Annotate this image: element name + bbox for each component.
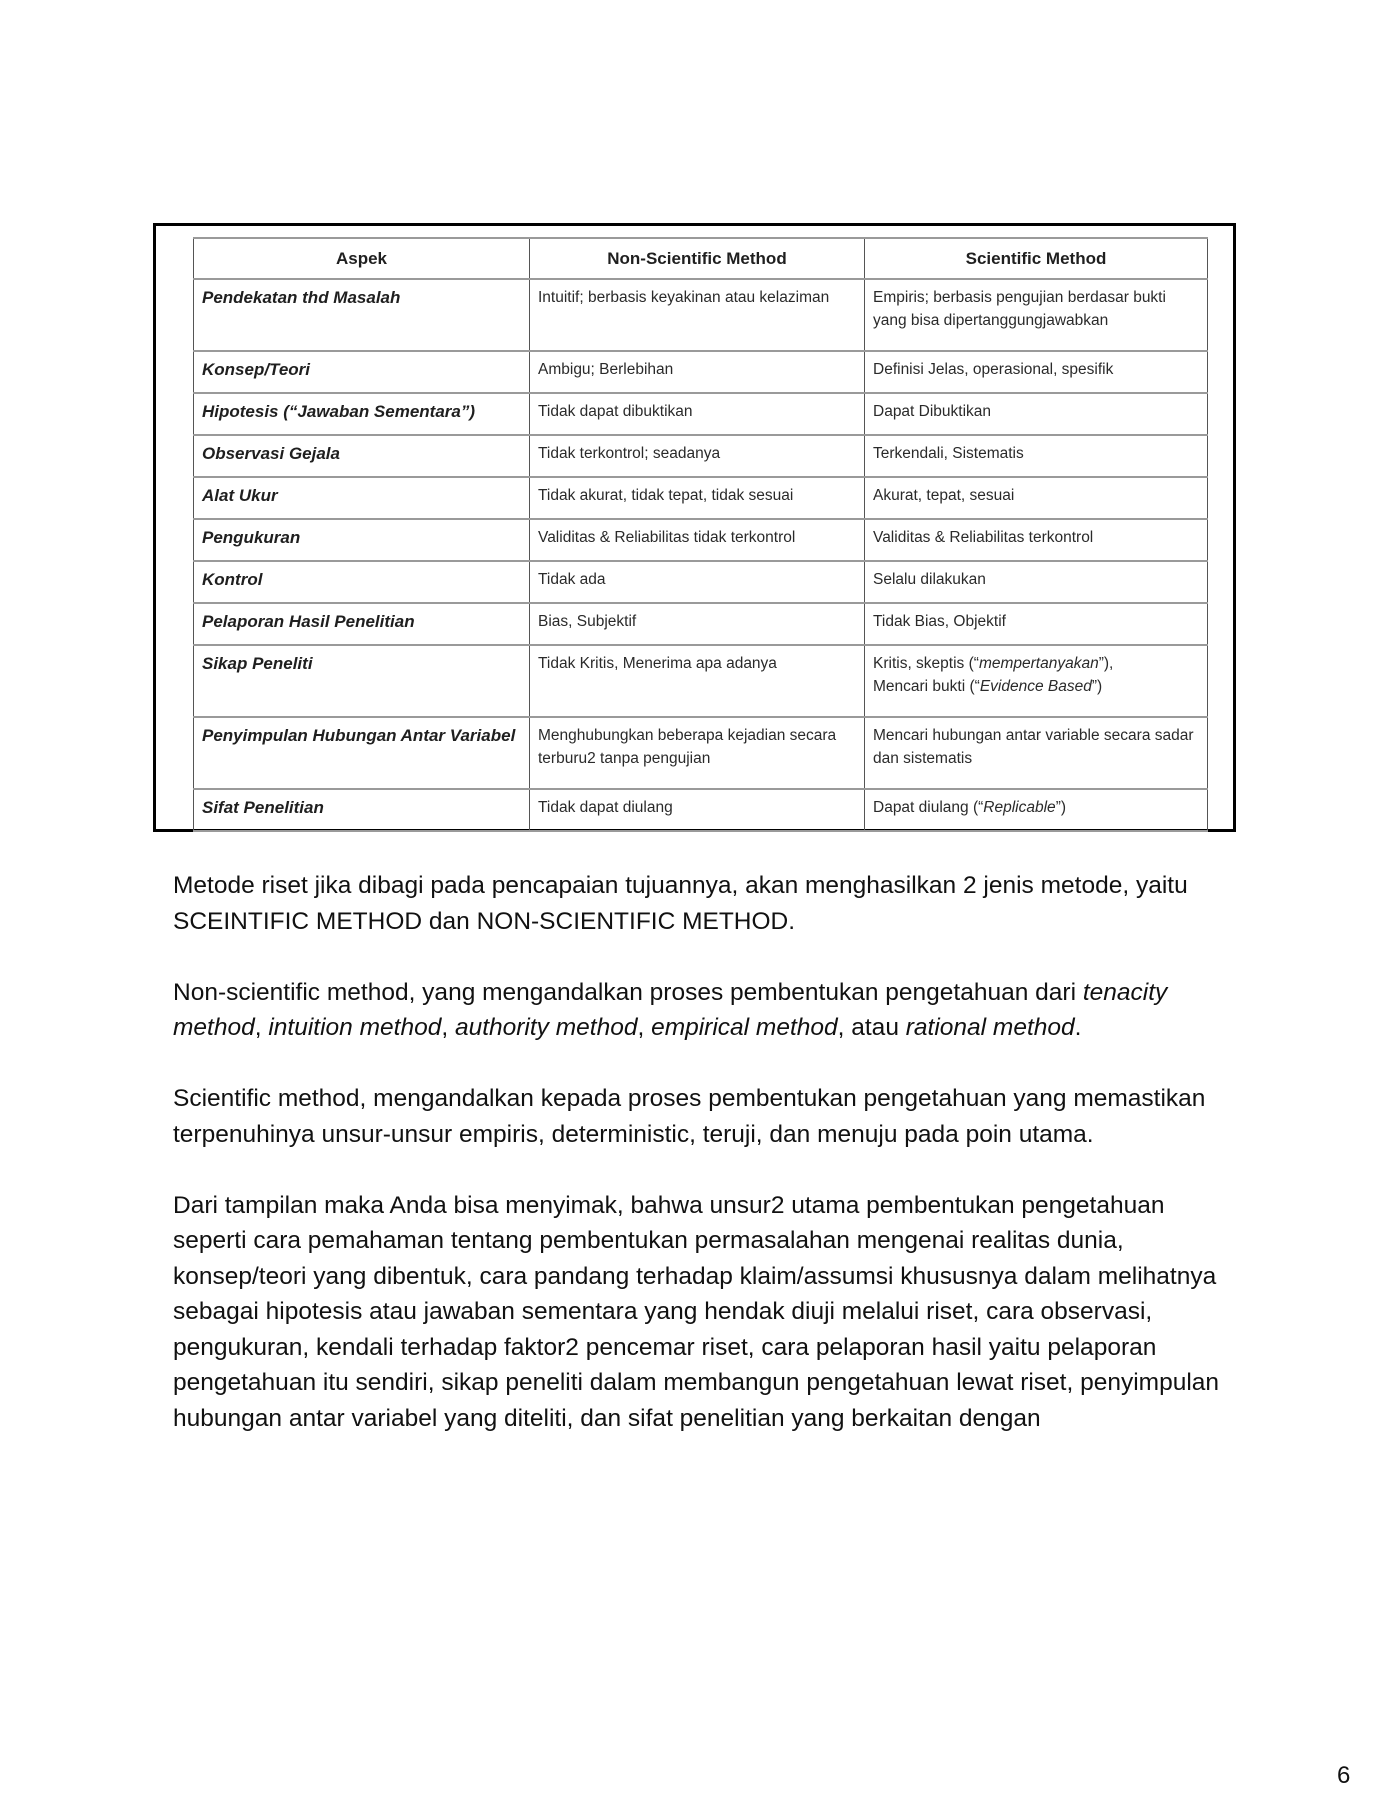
table-row: [194, 519, 1208, 561]
cell-scientific: [865, 789, 1208, 831]
header-scientific: Scientific Method: [865, 238, 1208, 279]
cell-aspek: Sifat Penelitian: [194, 789, 530, 831]
text-fragment: .: [1074, 1014, 1082, 1041]
table-row: [194, 561, 1208, 603]
cell-scientific: Empiris; berbasis pengujian berdasar bukti yang bisa dipertanggungjawabkan: [865, 279, 1208, 351]
table-row: [194, 789, 1208, 831]
cell-aspek: Penyimpulan Hubungan Antar Variabel: [194, 717, 530, 789]
text-fragment: Kritis, skeptis (“: [873, 655, 979, 672]
text-fragment: ”): [1091, 678, 1103, 695]
text-fragment: Non-scientific method, yang mengandalkan proses pembentukan pengetahuan dari: [173, 978, 1083, 1006]
cell-non-scientific: Menghubungkan beberapa kejadian secara terburu2 tanpa pengujian: [530, 717, 865, 789]
cell-aspek: Konsep/Teori: [194, 351, 530, 393]
table-row: [194, 477, 1208, 519]
cell-non-scientific: Tidak akurat, tidak tepat, tidak sesuai: [530, 477, 865, 519]
comparison-table-figure: [153, 223, 1236, 832]
paragraph-scientific: Scientific method, mengandalkan kepada proses pembentukan pengetahuan yang memastikan terpenuhinya unsur-unsur empiris, deterministic, teruji, dan menuju pada poin utama.: [173, 1085, 1206, 1148]
page-number: 6: [1337, 1762, 1351, 1789]
cell-aspek: Hipotesis (“Jawaban Sementara”): [194, 393, 530, 435]
italic-term: authority method: [454, 1014, 638, 1041]
cell-aspek: Pelaporan Hasil Penelitian: [194, 603, 530, 645]
cell-aspek: Pengukuran: [194, 519, 530, 561]
italic-term: Evidence Based: [979, 678, 1092, 695]
italic-term: intuition method: [268, 1014, 442, 1041]
header-aspek: Aspek: [194, 238, 530, 279]
body-text: [173, 868, 1233, 1472]
paragraph-non-scientific: [173, 975, 1233, 1046]
italic-term: mempertanyakan: [978, 655, 1099, 672]
cell-scientific: Terkendali, Sistematis: [865, 435, 1208, 477]
cell-aspek: Kontrol: [194, 561, 530, 603]
cell-non-scientific: Tidak dapat dibuktikan: [530, 393, 865, 435]
text-fragment: Dapat diulang (“: [873, 799, 984, 816]
table-row: [194, 351, 1208, 393]
italic-term: tenacity method: [173, 978, 1168, 1041]
text-fragment: Mencari bukti (“: [873, 678, 980, 695]
cell-scientific: Mencari hubungan antar variable secara sadar dan sistematis: [865, 717, 1208, 789]
table-row: [194, 645, 1208, 717]
text-fragment: ,: [441, 1014, 455, 1041]
table-row: [194, 603, 1208, 645]
cell-scientific: Tidak Bias, Objektif: [865, 603, 1208, 645]
cell-scientific: Validitas & Reliabilitas terkontrol: [865, 519, 1208, 561]
table-row: [194, 717, 1208, 789]
cell-non-scientific: Tidak terkontrol; seadanya: [530, 435, 865, 477]
italic-term: Replicable: [983, 799, 1056, 816]
cell-scientific: Akurat, tepat, sesuai: [865, 477, 1208, 519]
cell-aspek: Pendekatan thd Masalah: [194, 279, 530, 351]
cell-non-scientific: Tidak dapat diulang: [530, 789, 865, 831]
text-fragment: ”): [1055, 799, 1067, 816]
text-fragment: ,: [254, 1014, 269, 1041]
italic-term: rational method: [905, 1014, 1075, 1041]
cell-scientific: Dapat Dibuktikan: [865, 393, 1208, 435]
header-non-scientific: Non-Scientific Method: [530, 238, 865, 279]
cell-scientific: Definisi Jelas, operasional, spesifik: [865, 351, 1208, 393]
table-header-row: [194, 238, 1208, 279]
cell-aspek: Sikap Peneliti: [194, 645, 530, 717]
cell-scientific: [865, 645, 1208, 717]
italic-term: empirical method: [651, 1014, 838, 1041]
cell-non-scientific: Tidak ada: [530, 561, 865, 603]
cell-non-scientific: Intuitif; berbasis keyakinan atau kelaziman: [530, 279, 865, 351]
cell-non-scientific: Validitas & Reliabilitas tidak terkontrol: [530, 519, 865, 561]
text-fragment: ,: [637, 1014, 652, 1041]
text-fragment: ”),: [1098, 655, 1114, 672]
cell-non-scientific: Bias, Subjektif: [530, 603, 865, 645]
text-fragment: , atau: [837, 1014, 906, 1041]
cell-scientific: Selalu dilakukan: [865, 561, 1208, 603]
cell-aspek: Observasi Gejala: [194, 435, 530, 477]
table-row: [194, 279, 1208, 351]
table-row: [194, 435, 1208, 477]
cell-non-scientific: Tidak Kritis, Menerima apa adanya: [530, 645, 865, 717]
comparison-table: [193, 237, 1208, 832]
paragraph-intro: Metode riset jika dibagi pada pencapaian tujuannya, akan menghasilkan 2 jenis metode, yaitu SCEINTIFIC METHOD dan NON-SCIENTIFIC METHOD.: [173, 872, 1188, 935]
cell-non-scientific: Ambigu; Berlebihan: [530, 351, 865, 393]
paragraph-summary: Dari tampilan maka Anda bisa menyimak, bahwa unsur2 utama pembentukan pengetahuan seperti cara pemahaman tentang pembentukan permasalahan mengenai realitas dunia, konsep/teori yang dibentuk, cara pandang terhadap klaim/assumsi khususnya dalam melihatnya sebagai hipotesis atau jawaban sementara yang hendak diuji melalui riset, cara observasi, pengukuran, kendali terhadap faktor2 pencemar riset, cara pelaporan hasil yaitu pelaporan pengetahuan itu sendiri, sikap peneliti dalam membangun pengetahuan lewat riset, penyimpulan hubungan antar variabel yang diteliti, dan sifat penelitian yang berkaitan dengan: [173, 1191, 1220, 1432]
table-row: [194, 393, 1208, 435]
cell-aspek: Alat Ukur: [194, 477, 530, 519]
